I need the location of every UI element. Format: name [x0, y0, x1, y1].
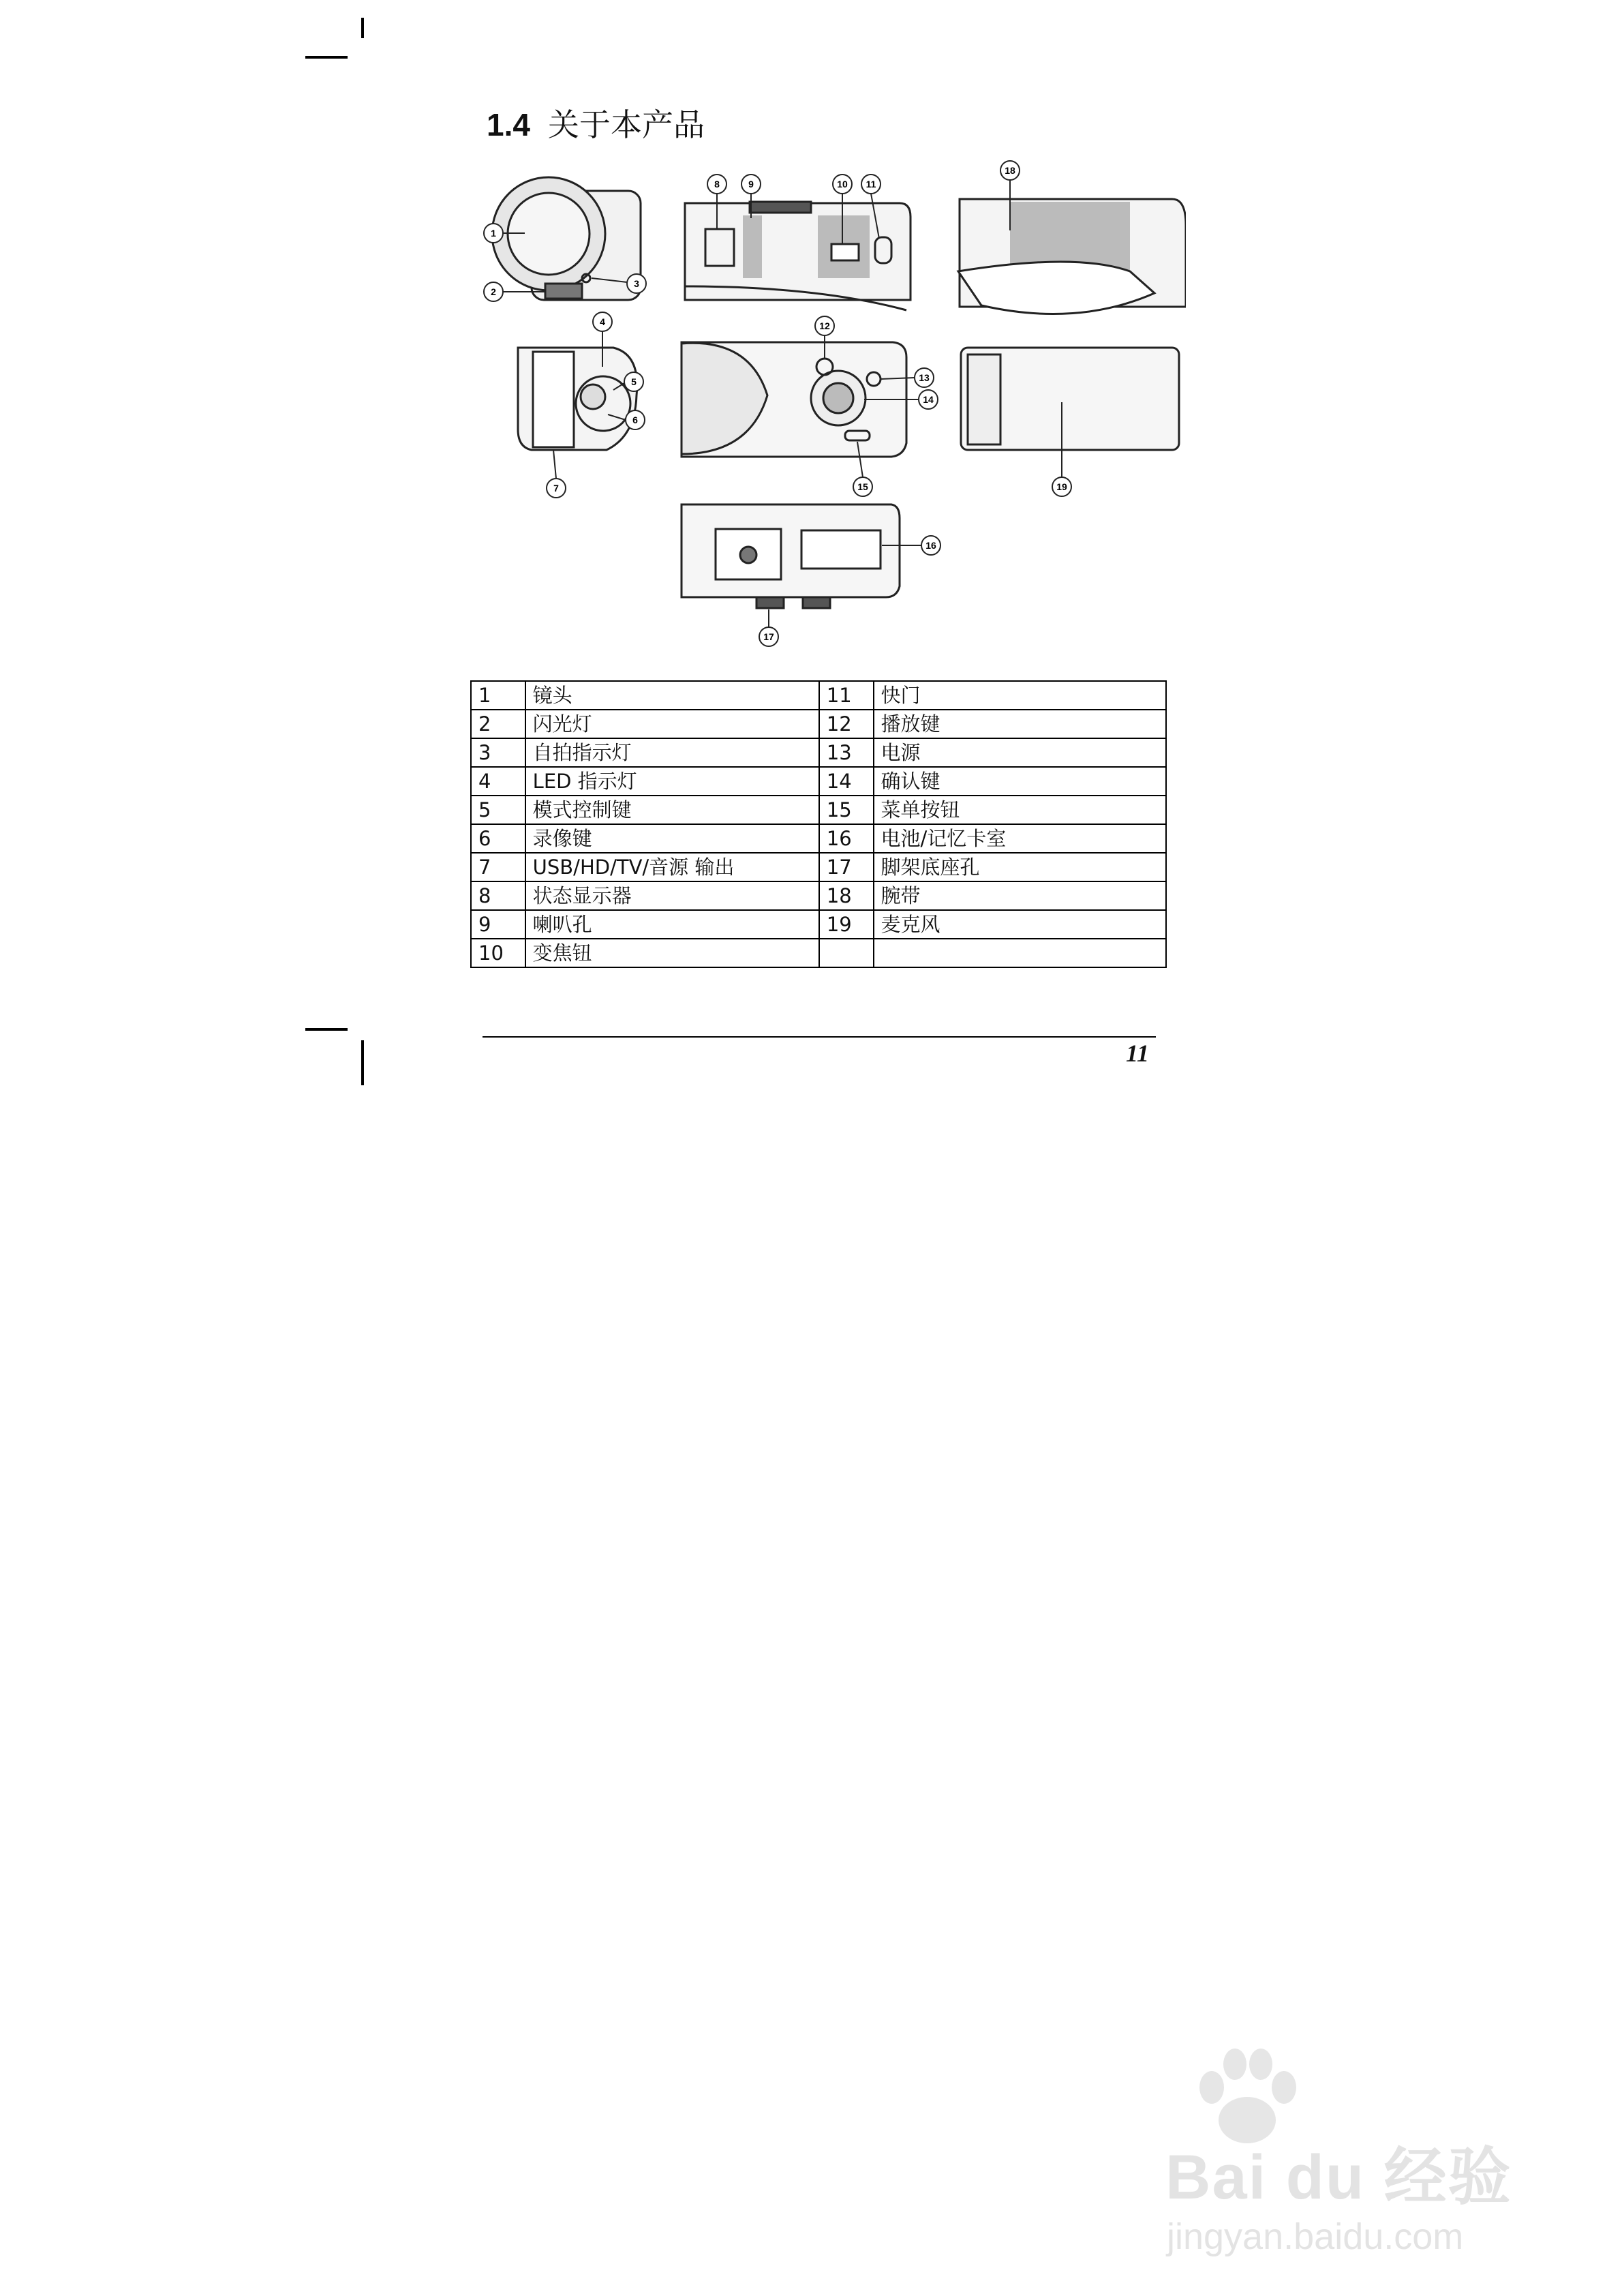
side-view — [518, 348, 637, 450]
watermark-url: jingyan.baidu.com — [1167, 2216, 1464, 2257]
table-row — [471, 853, 1166, 881]
callout-6: 6 — [632, 414, 638, 425]
part-number: 12 — [819, 710, 874, 738]
callout-5-badge — [624, 372, 643, 391]
callout-18: 18 — [1005, 165, 1015, 176]
part-label: 脚架底座孔 — [874, 853, 1167, 881]
camcorder-diagram — [477, 150, 1186, 654]
part-label: LED 指示灯 — [525, 767, 819, 796]
callout-5: 5 — [631, 376, 637, 387]
crop-mark-top-v — [361, 18, 364, 38]
part-number: 2 — [471, 710, 525, 738]
callout-6-badge — [626, 410, 645, 429]
callout-1: 1 — [491, 228, 496, 239]
part-label: 电池/记忆卡室 — [874, 824, 1167, 853]
callout-19-badge — [1052, 477, 1071, 496]
strap-side-view — [958, 199, 1186, 314]
page-number: 11 — [1126, 1040, 1150, 1067]
part-number: 18 — [819, 881, 874, 910]
table-row — [471, 710, 1166, 738]
part-number: 9 — [471, 910, 525, 939]
callout-2-badge — [484, 282, 503, 301]
part-number: 5 — [471, 796, 525, 824]
table-row — [471, 824, 1166, 853]
callout-2: 2 — [491, 286, 496, 297]
part-label: USB/HD/TV/音源 输出 — [525, 853, 819, 881]
part-label — [874, 939, 1167, 967]
part-label: 电源 — [874, 738, 1167, 767]
callout-12: 12 — [819, 320, 830, 331]
watermark-logo-text: Bai du 经验 — [1165, 2143, 1512, 2212]
section-heading — [487, 106, 705, 143]
part-label: 腕带 — [874, 881, 1167, 910]
part-number: 11 — [819, 681, 874, 710]
part-label: 喇叭孔 — [525, 910, 819, 939]
crop-mark-bottom-v — [361, 1040, 364, 1085]
callout-18-badge — [1000, 161, 1020, 180]
part-number: 16 — [819, 824, 874, 853]
callout-7: 7 — [553, 483, 559, 494]
footer-rule — [483, 1036, 1156, 1038]
part-number: 17 — [819, 853, 874, 881]
callout-19: 19 — [1056, 481, 1067, 492]
callout-3: 3 — [634, 278, 639, 289]
callout-12-badge — [815, 316, 834, 335]
table-row — [471, 767, 1166, 796]
callout-9: 9 — [748, 179, 754, 190]
table-row — [471, 738, 1166, 767]
part-label: 模式控制键 — [525, 796, 819, 824]
part-number: 19 — [819, 910, 874, 939]
table-row — [471, 796, 1166, 824]
callout-11: 11 — [866, 179, 876, 190]
part-label: 录像键 — [525, 824, 819, 853]
callout-17: 17 — [763, 631, 774, 642]
part-label: 自拍指示灯 — [525, 738, 819, 767]
table-row — [471, 681, 1166, 710]
crop-mark-bottom-h — [305, 1028, 348, 1031]
part-number: 1 — [471, 681, 525, 710]
table-row — [471, 910, 1166, 939]
callout-4-badge — [593, 312, 612, 331]
callout-3-badge — [627, 274, 646, 293]
callout-8: 8 — [714, 179, 720, 190]
callout-15: 15 — [857, 481, 868, 492]
callout-11-badge — [861, 175, 881, 194]
part-label: 镜头 — [525, 681, 819, 710]
part-label: 快门 — [874, 681, 1167, 710]
table-row — [471, 939, 1166, 967]
callout-7-badge — [547, 479, 566, 498]
part-number: 3 — [471, 738, 525, 767]
part-number: 10 — [471, 939, 525, 967]
part-label: 播放键 — [874, 710, 1167, 738]
callout-10-badge — [833, 175, 852, 194]
bottom-view — [682, 504, 900, 608]
callout-14: 14 — [923, 394, 934, 405]
callout-13: 13 — [919, 372, 930, 383]
part-label: 菜单按钮 — [874, 796, 1167, 824]
section-title: 关于本产品 — [547, 106, 705, 143]
part-number: 7 — [471, 853, 525, 881]
part-number: 8 — [471, 881, 525, 910]
part-number: 14 — [819, 767, 874, 796]
part-number: 4 — [471, 767, 525, 796]
part-number: 13 — [819, 738, 874, 767]
part-label: 确认键 — [874, 767, 1167, 796]
callout-16-badge — [921, 536, 940, 555]
top-view — [685, 202, 911, 310]
crop-mark-top-h — [305, 56, 348, 59]
part-number: 6 — [471, 824, 525, 853]
section-number: 1.4 — [487, 107, 530, 142]
callout-15-badge — [853, 477, 872, 496]
part-number — [819, 939, 874, 967]
part-label: 麦克风 — [874, 910, 1167, 939]
callout-13-badge — [915, 368, 934, 387]
callout-9-badge — [741, 175, 761, 194]
part-label: 变焦钮 — [525, 939, 819, 967]
lcd-open-view — [961, 348, 1179, 450]
part-number: 15 — [819, 796, 874, 824]
callout-10: 10 — [837, 179, 848, 190]
parts-table-body — [471, 681, 1166, 967]
callout-14-badge — [919, 390, 938, 409]
parts-table — [470, 680, 1167, 968]
callout-16: 16 — [925, 540, 936, 551]
callout-8-badge — [707, 175, 726, 194]
table-row — [471, 881, 1166, 910]
callout-4: 4 — [600, 316, 605, 327]
callout-1-badge — [484, 224, 503, 243]
part-label: 闪光灯 — [525, 710, 819, 738]
callout-17-badge — [759, 627, 778, 646]
part-label: 状态显示器 — [525, 881, 819, 910]
